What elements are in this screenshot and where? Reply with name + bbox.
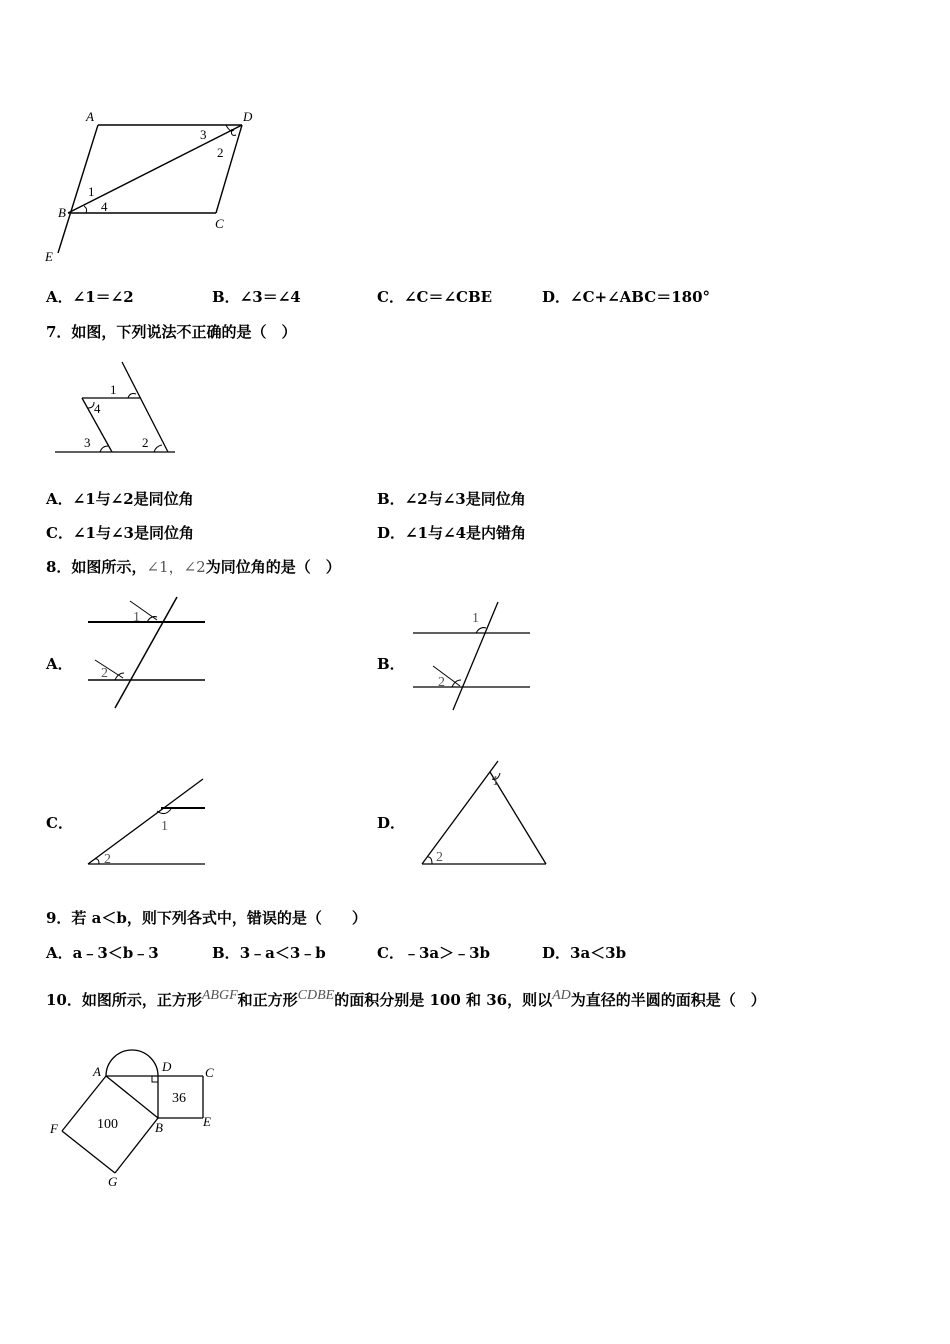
q8-figure-a[interactable] — [85, 593, 210, 713]
q10-stem-part4: 为直径的半圆的面积是（ ） — [570, 991, 766, 1009]
q10-var-abgf: ABGF — [201, 988, 238, 1003]
q8-stem-prefix: 8．如图所示， — [46, 558, 147, 576]
option-key: B． — [212, 944, 240, 962]
q7-option-c[interactable] — [46, 522, 194, 543]
option-key: B． — [377, 490, 405, 508]
q9-option-d[interactable] — [542, 942, 626, 963]
q8-figure-c[interactable] — [85, 775, 210, 870]
option-text: 3a＜3b — [570, 944, 627, 962]
q9-option-b[interactable] — [212, 942, 326, 963]
q8-option-a-key[interactable]: A． — [46, 655, 73, 673]
q7-angle-1: 1 — [110, 382, 117, 397]
q10-figure — [45, 1040, 225, 1190]
q6-line-dc — [216, 125, 242, 213]
q8-stem-suffix: 为同位角的是（ ） — [205, 558, 341, 576]
q7-option-d[interactable] — [377, 522, 526, 543]
q8-figure-d[interactable] — [418, 757, 553, 869]
q8-figure-b[interactable] — [410, 598, 535, 713]
q9-stem: 9．若 a＜b，则下列各式中，错误的是（ ） — [46, 909, 367, 927]
option-key: D． — [377, 524, 406, 542]
option-text: 3﹣a＜3﹣b — [239, 944, 326, 962]
q8-option-d-key[interactable]: D． — [377, 814, 406, 832]
option-key: C． — [377, 288, 404, 306]
q6-label-e: E — [45, 249, 53, 264]
option-key: D． — [542, 944, 571, 962]
q9-option-a[interactable] — [46, 942, 159, 963]
q8-option-b-key[interactable]: B． — [377, 655, 405, 673]
q6-option-a[interactable] — [46, 286, 134, 307]
q7-option-a[interactable] — [46, 488, 194, 509]
q6-angle-2: 2 — [217, 145, 224, 160]
option-key: C． — [46, 524, 73, 542]
q6-label-d: D — [243, 109, 253, 124]
q6-label-b: B — [58, 205, 66, 220]
q7-figure — [50, 350, 190, 458]
q8-stem-angles: ∠1，∠2 — [146, 558, 206, 576]
option-key: A． — [46, 288, 73, 306]
option-text: ∠3＝∠4 — [239, 288, 301, 306]
q10-label-c: C — [205, 1065, 214, 1080]
q7-stem: 7．如图，下列说法不正确的是（ ） — [46, 323, 297, 341]
option-text: ∠1与∠4是内错角 — [405, 524, 527, 542]
q8-b-label-2: 2 — [438, 675, 445, 690]
q7-angle-3: 3 — [84, 435, 91, 450]
q8-a-label-1: 1 — [133, 610, 140, 625]
q6-angle-1: 1 — [88, 184, 95, 199]
q7-angle-4: 4 — [94, 401, 101, 416]
option-text: ∠C+∠ABC＝180° — [570, 288, 711, 306]
q8-d-label-1: 1 — [492, 774, 499, 789]
q6-figure — [40, 105, 270, 270]
option-key: C． — [377, 944, 404, 962]
q10-label-f: F — [50, 1121, 58, 1136]
q8-c-label-2: 2 — [104, 852, 111, 867]
q10-stem-part1: 10．如图所示，正方形 — [46, 991, 202, 1009]
q10-var-ad: AD — [552, 988, 571, 1003]
option-key: D． — [542, 288, 571, 306]
option-key: B． — [212, 288, 240, 306]
q10-stem-part3: 的面积分别是 100 和 36，则以 — [334, 991, 553, 1009]
q8-d-label-2: 2 — [436, 850, 443, 865]
q7-option-b[interactable] — [377, 488, 526, 509]
q6-label-c: C — [215, 216, 224, 231]
q10-var-cdbe: CDBE — [297, 988, 335, 1003]
q6-angle-3: 3 — [200, 127, 207, 142]
option-text: ∠1与∠2是同位角 — [72, 490, 194, 508]
q10-label-a: A — [93, 1064, 101, 1079]
q10-area-big: 100 — [97, 1117, 118, 1132]
q6-option-b[interactable] — [212, 286, 301, 307]
q8-c-label-1: 1 — [161, 819, 168, 834]
q8-a-label-2: 2 — [101, 666, 108, 681]
q8-b-label-1: 1 — [472, 611, 479, 626]
q9-option-c[interactable] — [377, 942, 490, 963]
q10-label-b: B — [155, 1120, 163, 1135]
option-text: ∠1与∠3是同位角 — [72, 524, 194, 542]
q10-area-small: 36 — [172, 1091, 186, 1106]
option-text: a﹣3＜b﹣3 — [72, 944, 159, 962]
q6-angle-4: 4 — [101, 199, 108, 214]
option-key: A． — [46, 490, 73, 508]
q8-stem — [46, 556, 341, 577]
q6-option-c[interactable] — [377, 286, 492, 307]
option-text: ∠2与∠3是同位角 — [404, 490, 526, 508]
q10-label-e: E — [203, 1114, 211, 1129]
option-key: A． — [46, 944, 73, 962]
q10-stem-part2: 和正方形 — [237, 991, 298, 1009]
q8-option-c-key[interactable]: C． — [46, 814, 73, 832]
option-text: ∠C＝∠CBE — [403, 288, 493, 306]
option-text: ∠1＝∠2 — [72, 288, 134, 306]
q10-label-d: D — [162, 1059, 172, 1074]
q10-stem — [46, 989, 766, 1010]
q6-option-d[interactable] — [542, 286, 710, 307]
q7-angle-2: 2 — [142, 435, 149, 450]
q6-label-a: A — [86, 109, 94, 124]
option-text: ﹣3a＞﹣3b — [403, 944, 491, 962]
q10-label-g: G — [108, 1174, 118, 1189]
